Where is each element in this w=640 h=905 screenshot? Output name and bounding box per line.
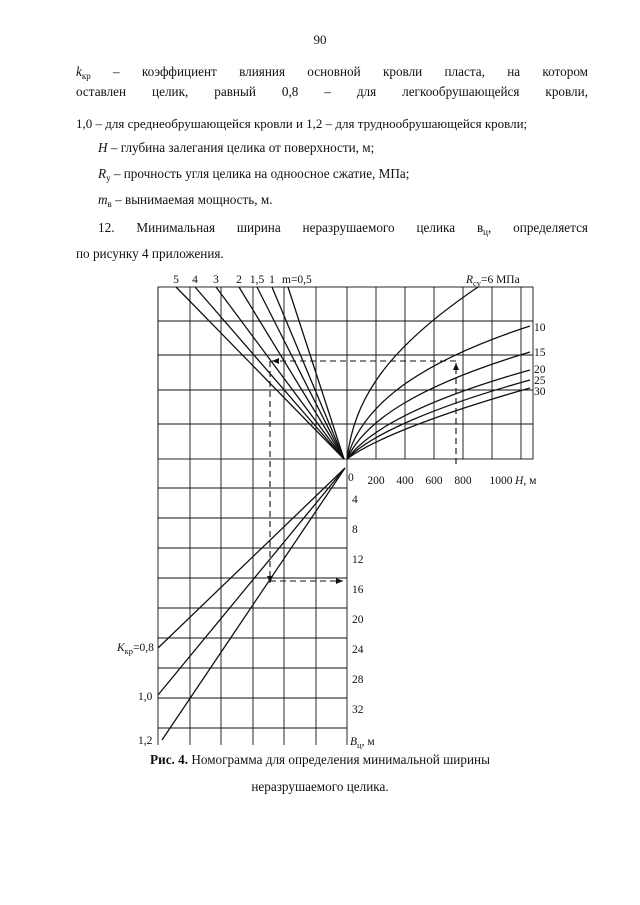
k-label-1-0: 1,0 bbox=[138, 691, 153, 703]
r-label-10: 10 bbox=[534, 322, 546, 334]
r-curve-10 bbox=[347, 326, 530, 459]
example-path bbox=[270, 361, 456, 583]
symbol-r-sub: у bbox=[106, 173, 111, 183]
b-tick-12: 12 bbox=[352, 554, 364, 566]
definition-h bbox=[76, 138, 588, 158]
m-line-3 bbox=[216, 287, 344, 459]
k-line-1-2 bbox=[162, 468, 345, 740]
figure-caption bbox=[0, 752, 640, 768]
r-label-30: 30 bbox=[534, 386, 546, 398]
h-tick-600: 600 bbox=[425, 475, 443, 487]
symbol-m: m bbox=[98, 192, 108, 207]
paragraph-12-line2: по рисунку 4 приложения. bbox=[76, 246, 224, 261]
grid bbox=[158, 287, 533, 745]
r-curve-25 bbox=[347, 380, 530, 459]
r-curves bbox=[347, 287, 530, 459]
definition-r bbox=[76, 164, 588, 184]
definition-kkr-line3: 1,0 – для среднеобрушающейся кровли и 1,2 – для труднообрушающейся кровли; bbox=[76, 116, 528, 131]
definition-h-text: – глубина залегания целика от поверхности, м; bbox=[107, 140, 375, 155]
definition-kkr-line2: оставлен целик, равный 0,8 – для легкообрушающейся кровли, bbox=[76, 84, 588, 99]
symbol-k: k bbox=[76, 64, 82, 79]
h-axis-label: H, м bbox=[515, 475, 537, 487]
r-curve-20 bbox=[347, 370, 530, 459]
definition-m bbox=[76, 190, 588, 210]
grid-frame bbox=[158, 287, 533, 459]
m-label-5: 5 bbox=[173, 274, 179, 286]
h-tick-800: 800 bbox=[454, 475, 472, 487]
b-tick-20: 20 bbox=[352, 614, 364, 626]
symbol-k-sub: кр bbox=[81, 71, 91, 81]
definition-m-text: – вынимаемая мощность, м. bbox=[111, 192, 273, 207]
r-curve-30 bbox=[347, 388, 530, 459]
r-label-15: 15 bbox=[534, 347, 546, 359]
b-tick-28: 28 bbox=[352, 674, 364, 686]
k-label-0-8: $K_{кр}=0,8$ bbox=[117, 642, 154, 656]
r-label-20: 20 bbox=[534, 364, 546, 376]
m-lines bbox=[176, 287, 344, 459]
m-label-0-5: m=0,5 bbox=[282, 274, 312, 286]
definition-kkr bbox=[76, 62, 588, 102]
r-label-6: $R_{су}=6$ МПа bbox=[466, 274, 520, 288]
symbol-h: H bbox=[98, 140, 108, 155]
symbol-r: R bbox=[98, 166, 107, 181]
m-label-2: 2 bbox=[236, 274, 242, 286]
b-axis-label: $В_ц$, м bbox=[350, 736, 375, 750]
m-line-0-5 bbox=[288, 287, 344, 459]
b-tick-8: 8 bbox=[352, 524, 358, 536]
paragraph-12-a: 12. Минимальная ширина неразрушаемого целика в bbox=[98, 220, 484, 235]
page-number: 90 bbox=[313, 32, 327, 47]
m-label-1: 1 bbox=[269, 274, 275, 286]
b-tick-4: 4 bbox=[352, 494, 358, 506]
r-curve-15 bbox=[347, 352, 530, 459]
h-tick-400: 400 bbox=[396, 475, 414, 487]
h-tick-1000: 1000 bbox=[489, 475, 513, 487]
caption-line1: Номограмма для определения минимальной ширины bbox=[188, 752, 490, 767]
k-line-0-8 bbox=[158, 468, 345, 648]
m-line-5 bbox=[176, 287, 344, 459]
m-line-4 bbox=[195, 287, 344, 459]
definition-r-text: – прочность угля целика на одноосное сжатие, МПа; bbox=[110, 166, 410, 181]
k-line-1-0 bbox=[158, 468, 345, 695]
m-line-2 bbox=[239, 287, 344, 459]
caption-number: Рис. 4. bbox=[150, 752, 189, 767]
r-label-25: 25 bbox=[534, 375, 546, 387]
k-label-1-2: 1,2 bbox=[138, 735, 153, 747]
r-curve-6 bbox=[347, 287, 478, 459]
b-tick-16: 16 bbox=[352, 584, 364, 596]
m-label-3: 3 bbox=[213, 274, 219, 286]
paragraph-12-sub: ц bbox=[483, 227, 488, 237]
b-tick-32: 32 bbox=[352, 704, 364, 716]
figure-caption-line2: неразрушаемого целика. bbox=[251, 779, 389, 794]
definition-kkr-line1: – коэффициент влияния основной кровли пласта, на котором bbox=[113, 64, 589, 79]
m-label-1-5: 1,5 bbox=[249, 274, 265, 286]
m-line-1-5 bbox=[257, 287, 344, 459]
symbol-m-sub: в bbox=[107, 199, 112, 209]
k-lines bbox=[158, 468, 345, 740]
m-line-1 bbox=[272, 287, 344, 459]
m-label-4: 4 bbox=[192, 274, 198, 286]
h-tick-200: 200 bbox=[367, 475, 385, 487]
paragraph-12 bbox=[76, 218, 588, 238]
paragraph-12-b: , определяется bbox=[488, 220, 588, 235]
h-tick-0: 0 bbox=[348, 472, 354, 484]
b-tick-24: 24 bbox=[352, 644, 364, 656]
